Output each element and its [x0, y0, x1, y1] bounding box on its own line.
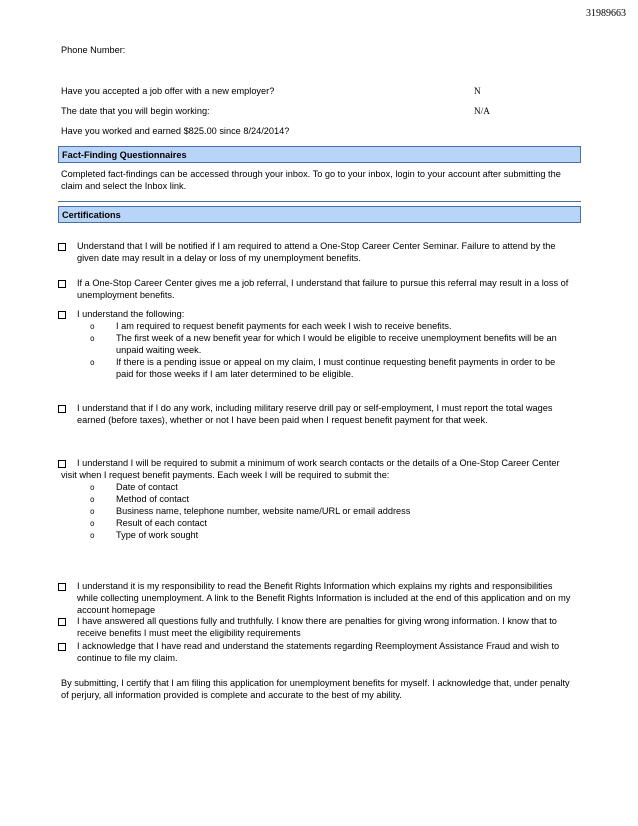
certification-item: I understand that if I do any work, including military reserve drill pay or self-employment, I must report the total wages earned (before taxes), whether or not I have been paid when I request benefit payment for that week. — [77, 403, 553, 425]
work-search-bullet: Method of contact — [116, 494, 190, 504]
work-search-bullet: Business name, telephone number, website name/URL or email address — [116, 506, 411, 516]
fact-finding-header — [58, 146, 581, 163]
start-date-label: The date that you will begin working: — [61, 106, 210, 116]
certification-item: I understand it is my responsibility to read the Benefit Rights Information which explains my rights and responsibilities while collecting unemployment. A link to the Benefit Rights Information is included at the end of this application and on my account homepage — [77, 581, 571, 615]
certification-item: Understand that I will be notified if I am required to attend a One-Stop Career Center Seminar. Failure to attend by the given date may result in a delay or loss of my unemployment benefits. — [77, 241, 556, 263]
certification-item: I understand I will be required to submit a minimum of work search contacts or the details of a One-Stop Career Center visit when I request benefit payments. Each week I will be required to submit the: — [61, 458, 560, 480]
start-date-value: N/A — [474, 106, 490, 116]
certification-checkbox[interactable] — [58, 583, 66, 591]
bullet-icon: o — [90, 322, 95, 331]
certification-checkbox[interactable] — [58, 243, 66, 251]
bullet-icon: o — [90, 483, 95, 492]
bullet-icon: o — [90, 334, 95, 343]
certification-checkbox[interactable] — [58, 618, 66, 626]
certification-checkbox[interactable] — [58, 280, 66, 288]
bullet-icon: o — [90, 495, 95, 504]
bullet-icon: o — [90, 507, 95, 516]
understand-bullet: I am required to request benefit payments for each week I wish to receive benefits. — [116, 321, 452, 331]
work-search-bullet: Type of work sought — [116, 530, 199, 540]
certification-checkbox[interactable] — [58, 311, 66, 319]
understand-bullet: The first week of a new benefit year for which I would be eligible to receive unemployment benefits will be an unpaid waiting week. — [116, 333, 557, 355]
certifications-header — [58, 206, 581, 223]
certification-item: If a One-Stop Career Center gives me a job referral, I understand that failure to pursue this referral may result in a loss of unemployment benefits. — [77, 278, 569, 300]
bullet-icon: o — [90, 358, 95, 367]
phone-label: Phone Number: — [61, 45, 126, 55]
section-divider — [58, 201, 581, 202]
certification-checkbox[interactable] — [58, 405, 66, 413]
job-offer-value: N — [474, 86, 481, 96]
job-offer-label: Have you accepted a job offer with a new employer? — [61, 86, 275, 96]
fact-finding-text: Completed fact-findings can be accessed through your inbox. To go to your inbox, login to your account after submitting the claim and select the Inbox link. — [61, 169, 561, 191]
document-id: 31989663 — [586, 8, 626, 19]
understand-bullet: If there is a pending issue or appeal on my claim, I must continue requesting benefit payments in order to be paid for those weeks if I am later determined to be eligible. — [116, 357, 556, 379]
fact-finding-heading: Fact-Finding Questionnaires — [62, 150, 187, 160]
bullet-icon: o — [90, 519, 95, 528]
certification-item: I have answered all questions fully and truthfully. I know there are penalties for giving wrong information. I know that to receive benefits I must meet the eligibility requirements — [77, 616, 557, 638]
work-search-bullet: Date of contact — [116, 482, 178, 492]
bullet-icon: o — [90, 531, 95, 540]
earned-label: Have you worked and earned $825.00 since 8/24/2014? — [61, 126, 290, 136]
certifications-heading: Certifications — [62, 210, 121, 220]
work-search-bullet: Result of each contact — [116, 518, 207, 528]
certification-checkbox[interactable] — [58, 643, 66, 651]
closing-statement: By submitting, I certify that I am filing this application for unemployment benefits for myself. I acknowledge that, under penalty of perjury, all information provided is complete and accurate to the best of my ability. — [61, 678, 570, 700]
certification-item: I acknowledge that I have read and understand the statements regarding Reemployment Assistance Fraud and wish to continue to file my claim. — [77, 641, 560, 663]
certification-item: I understand the following: — [77, 309, 185, 319]
